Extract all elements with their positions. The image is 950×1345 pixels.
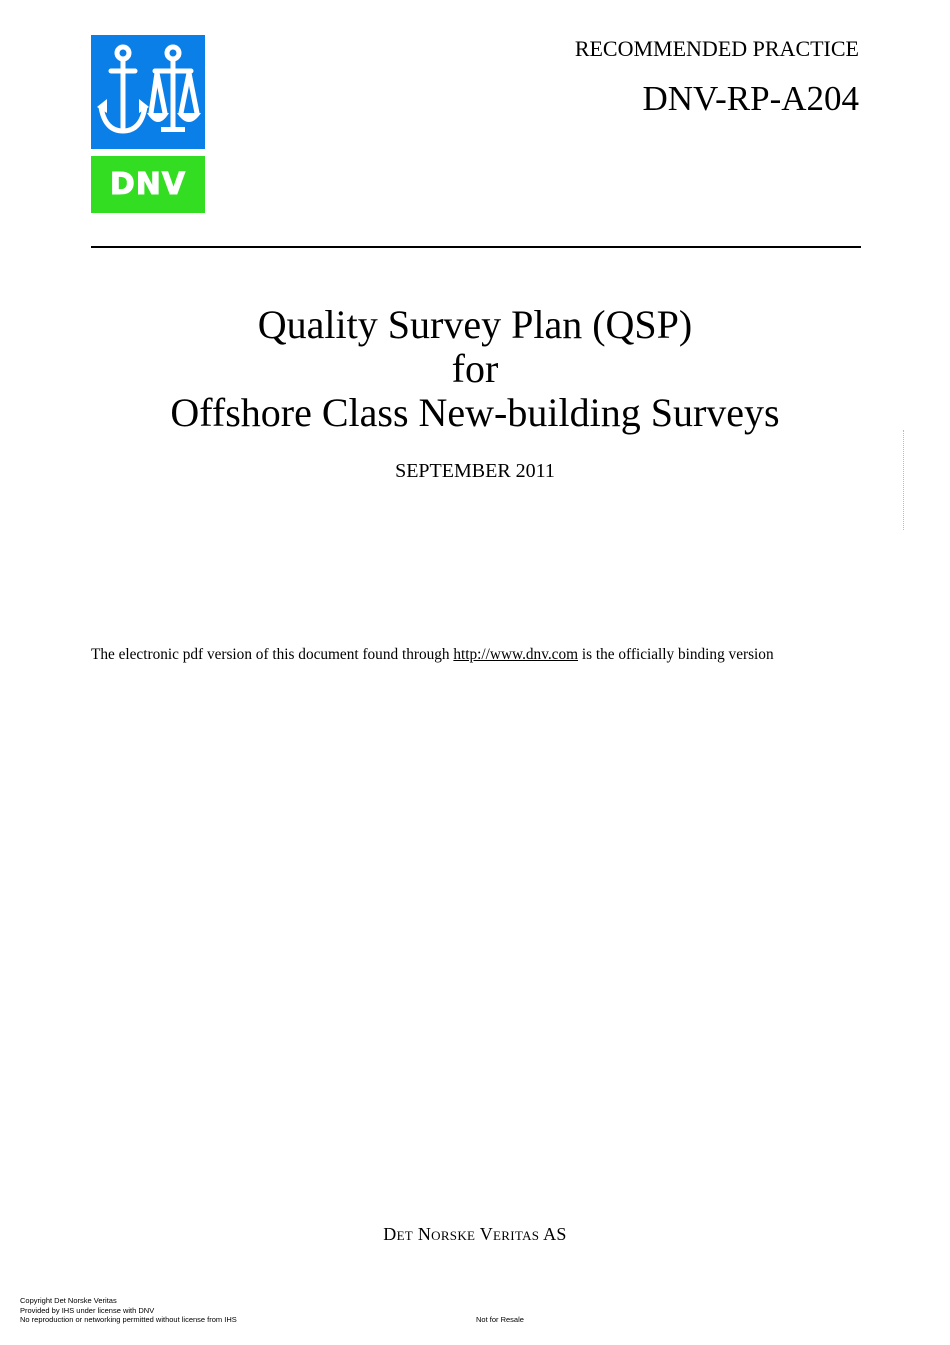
notice-text-before: The electronic pdf version of this document found through [91, 646, 454, 663]
publication-date: SEPTEMBER 2011 [395, 460, 555, 482]
document-type-label: RECOMMENDED PRACTICE [574, 36, 859, 61]
publisher-name: Det Norske Veritas AS [383, 1224, 567, 1244]
dnv-logo [91, 35, 205, 213]
document-code: DNV-RP-A204 [642, 79, 859, 118]
header-divider [91, 246, 861, 248]
copyright-footer [20, 1296, 237, 1325]
not-for-resale-label: Not for Resale [476, 1315, 524, 1324]
notice-text-after: is the officially binding version [578, 646, 774, 663]
anchor-scales-icon [91, 35, 205, 149]
footer-line-2: Provided by IHS under license with DNV [20, 1305, 155, 1315]
document-title [0, 303, 950, 435]
margin-marks [903, 430, 906, 530]
logo-wordmark [91, 156, 205, 213]
title-line-1: Quality Survey Plan (QSP) [257, 302, 693, 347]
footer-line-3: No reproduction or networking permitted without license from IHS [20, 1315, 237, 1324]
footer-line-1: Copyright Det Norske Veritas [20, 1296, 117, 1305]
title-line-3: Offshore Class New-building Surveys [170, 390, 780, 435]
binding-version-notice [91, 646, 861, 664]
dnv-website-link[interactable]: http://www.dnv.com [453, 646, 579, 663]
logo-emblem [91, 35, 205, 149]
title-line-2: for [451, 346, 499, 391]
logo-text: DNV [109, 167, 187, 202]
